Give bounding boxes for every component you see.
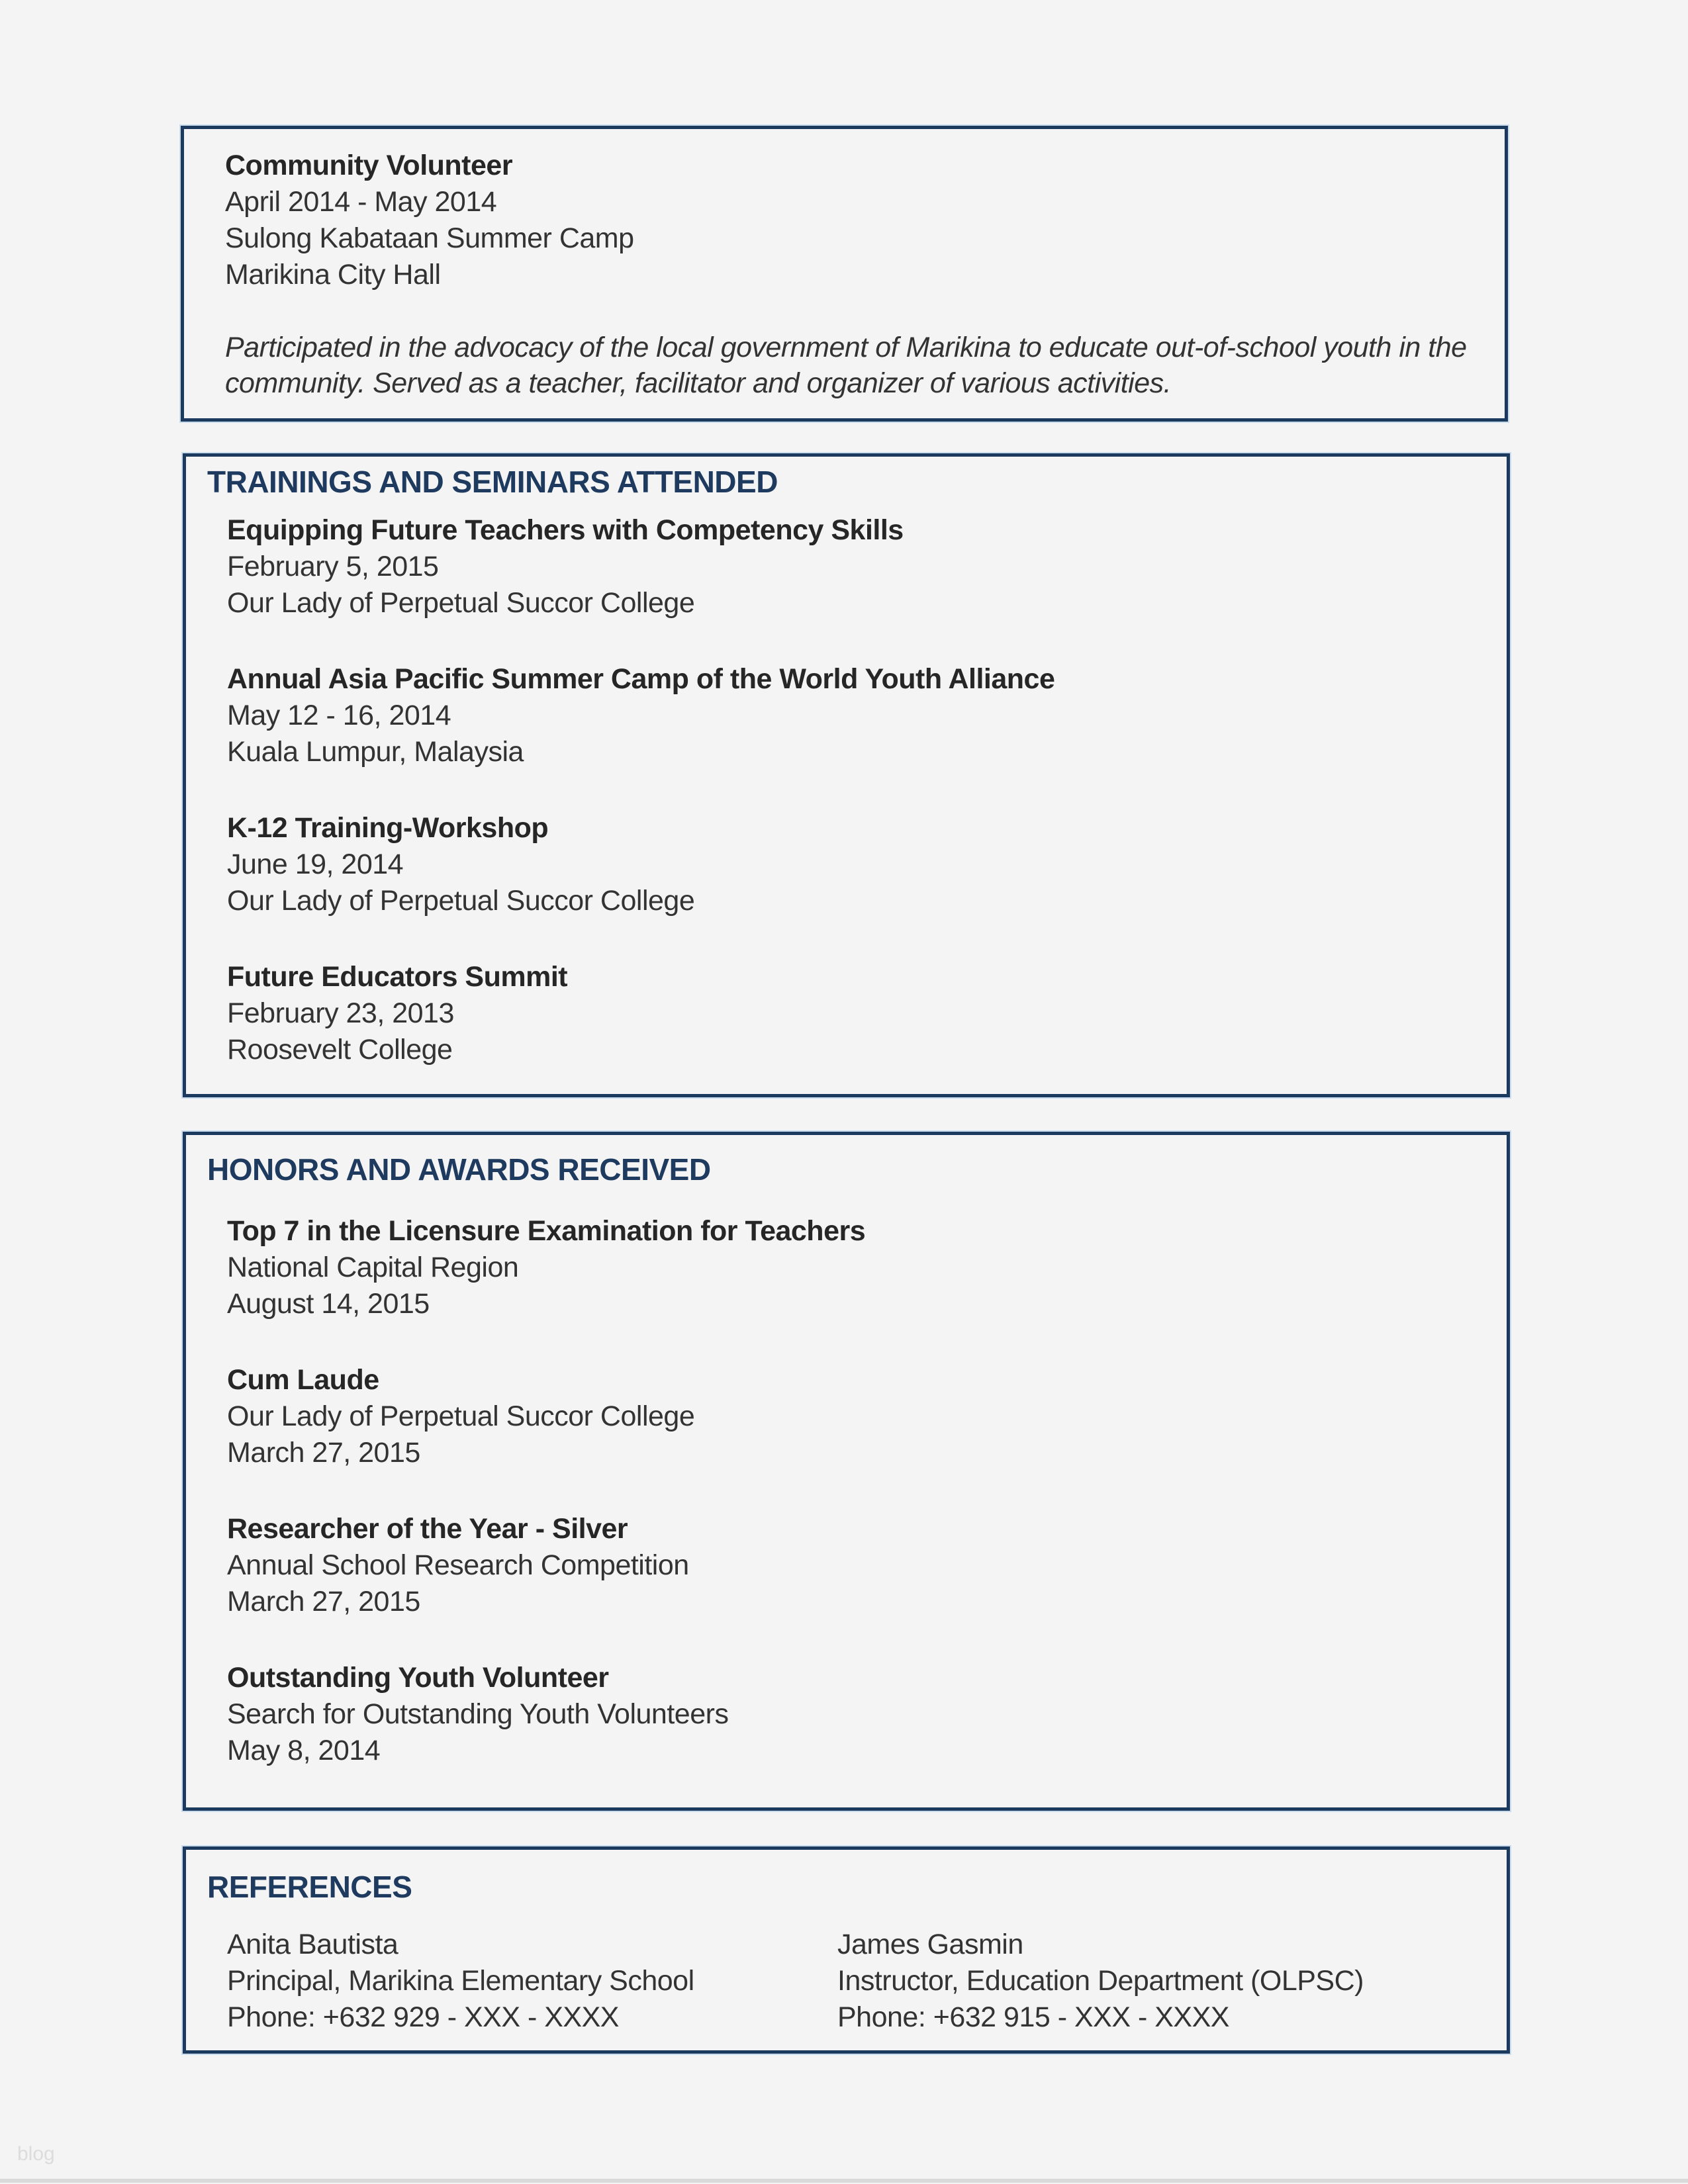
entry-date: February 23, 2013 [227, 997, 454, 1029]
entry-subtitle: Search for Outstanding Youth Volunteers [227, 1698, 729, 1730]
section-heading: HONORS AND AWARDS RECEIVED [207, 1152, 711, 1187]
section-heading: TRAININGS AND SEMINARS ATTENDED [207, 465, 778, 499]
entry-organization: Sulong Kabataan Summer Camp [225, 222, 634, 254]
entry-date: May 8, 2014 [227, 1735, 381, 1766]
entry-venue: Our Lady of Perpetual Succor College [227, 885, 695, 917]
entry-date: May 12 - 16, 2014 [227, 700, 451, 731]
reference-name: Anita Bautista [227, 1929, 399, 1960]
entry-title: Community Volunteer [225, 150, 513, 181]
page-bottom-edge [0, 2179, 1688, 2183]
training-entry [186, 810, 1480, 919]
entry-date: March 27, 2015 [227, 1586, 420, 1617]
entry-location: Marikina City Hall [225, 259, 441, 291]
references-columns [186, 1927, 1480, 2036]
entry-date: August 14, 2015 [227, 1288, 430, 1320]
entry-subtitle: National Capital Region [227, 1251, 519, 1283]
entry-subtitle: Annual School Research Competition [227, 1549, 689, 1581]
reference-role: Principal, Marikina Elementary School [227, 1965, 694, 1997]
entry-description: Participated in the advocacy of the local government of Marikina to educate out-of-school youth in the community. Served as a teacher, facilitator and organizer of various activities. [225, 332, 1467, 399]
entry-title: Equipping Future Teachers with Competency Skills [227, 514, 904, 546]
section-heading: REFERENCES [207, 1870, 412, 1904]
honor-entry [186, 1511, 1480, 1620]
entry-date: June 19, 2014 [227, 848, 404, 880]
training-entry [186, 661, 1480, 770]
entry-title: Cum Laude [227, 1364, 379, 1396]
entry-dates: April 2014 - May 2014 [225, 186, 497, 218]
honor-entry [186, 1660, 1480, 1769]
entry-title: Top 7 in the Licensure Examination for Teachers [227, 1215, 866, 1247]
entry-venue: Our Lady of Perpetual Succor College [227, 587, 695, 619]
honors-section [183, 1132, 1510, 1811]
entry-date: February 5, 2015 [227, 551, 439, 582]
entry-venue: Kuala Lumpur, Malaysia [227, 736, 524, 768]
entry-subtitle: Our Lady of Perpetual Succor College [227, 1400, 695, 1432]
reference-name: James Gasmin [837, 1929, 1023, 1960]
entry-title: Researcher of the Year - Silver [227, 1513, 628, 1545]
reference-role: Instructor, Education Department (OLPSC) [837, 1965, 1364, 1997]
spacer [225, 293, 1478, 330]
watermark: blog [17, 2143, 55, 2165]
training-entry [186, 959, 1480, 1068]
reference-phone: Phone: +632 929 - XXX - XXXX [227, 2001, 619, 2033]
entry-venue: Roosevelt College [227, 1034, 453, 1066]
honor-entry [186, 1362, 1480, 1471]
entry-title: Outstanding Youth Volunteer [227, 1662, 609, 1694]
entry-title: Future Educators Summit [227, 961, 568, 993]
reference-phone: Phone: +632 915 - XXX - XXXX [837, 2001, 1229, 2033]
reference-card [227, 1927, 837, 2036]
references-section [183, 1846, 1510, 2054]
community-volunteer-section [181, 126, 1508, 422]
entry-title: K-12 Training-Workshop [227, 812, 549, 844]
entry-title: Annual Asia Pacific Summer Camp of the World Youth Alliance [227, 663, 1055, 695]
entry-date: March 27, 2015 [227, 1437, 420, 1469]
honor-entry [186, 1213, 1480, 1322]
reference-card [837, 1927, 1480, 2036]
training-entry [186, 512, 1480, 621]
trainings-section [183, 453, 1510, 1097]
